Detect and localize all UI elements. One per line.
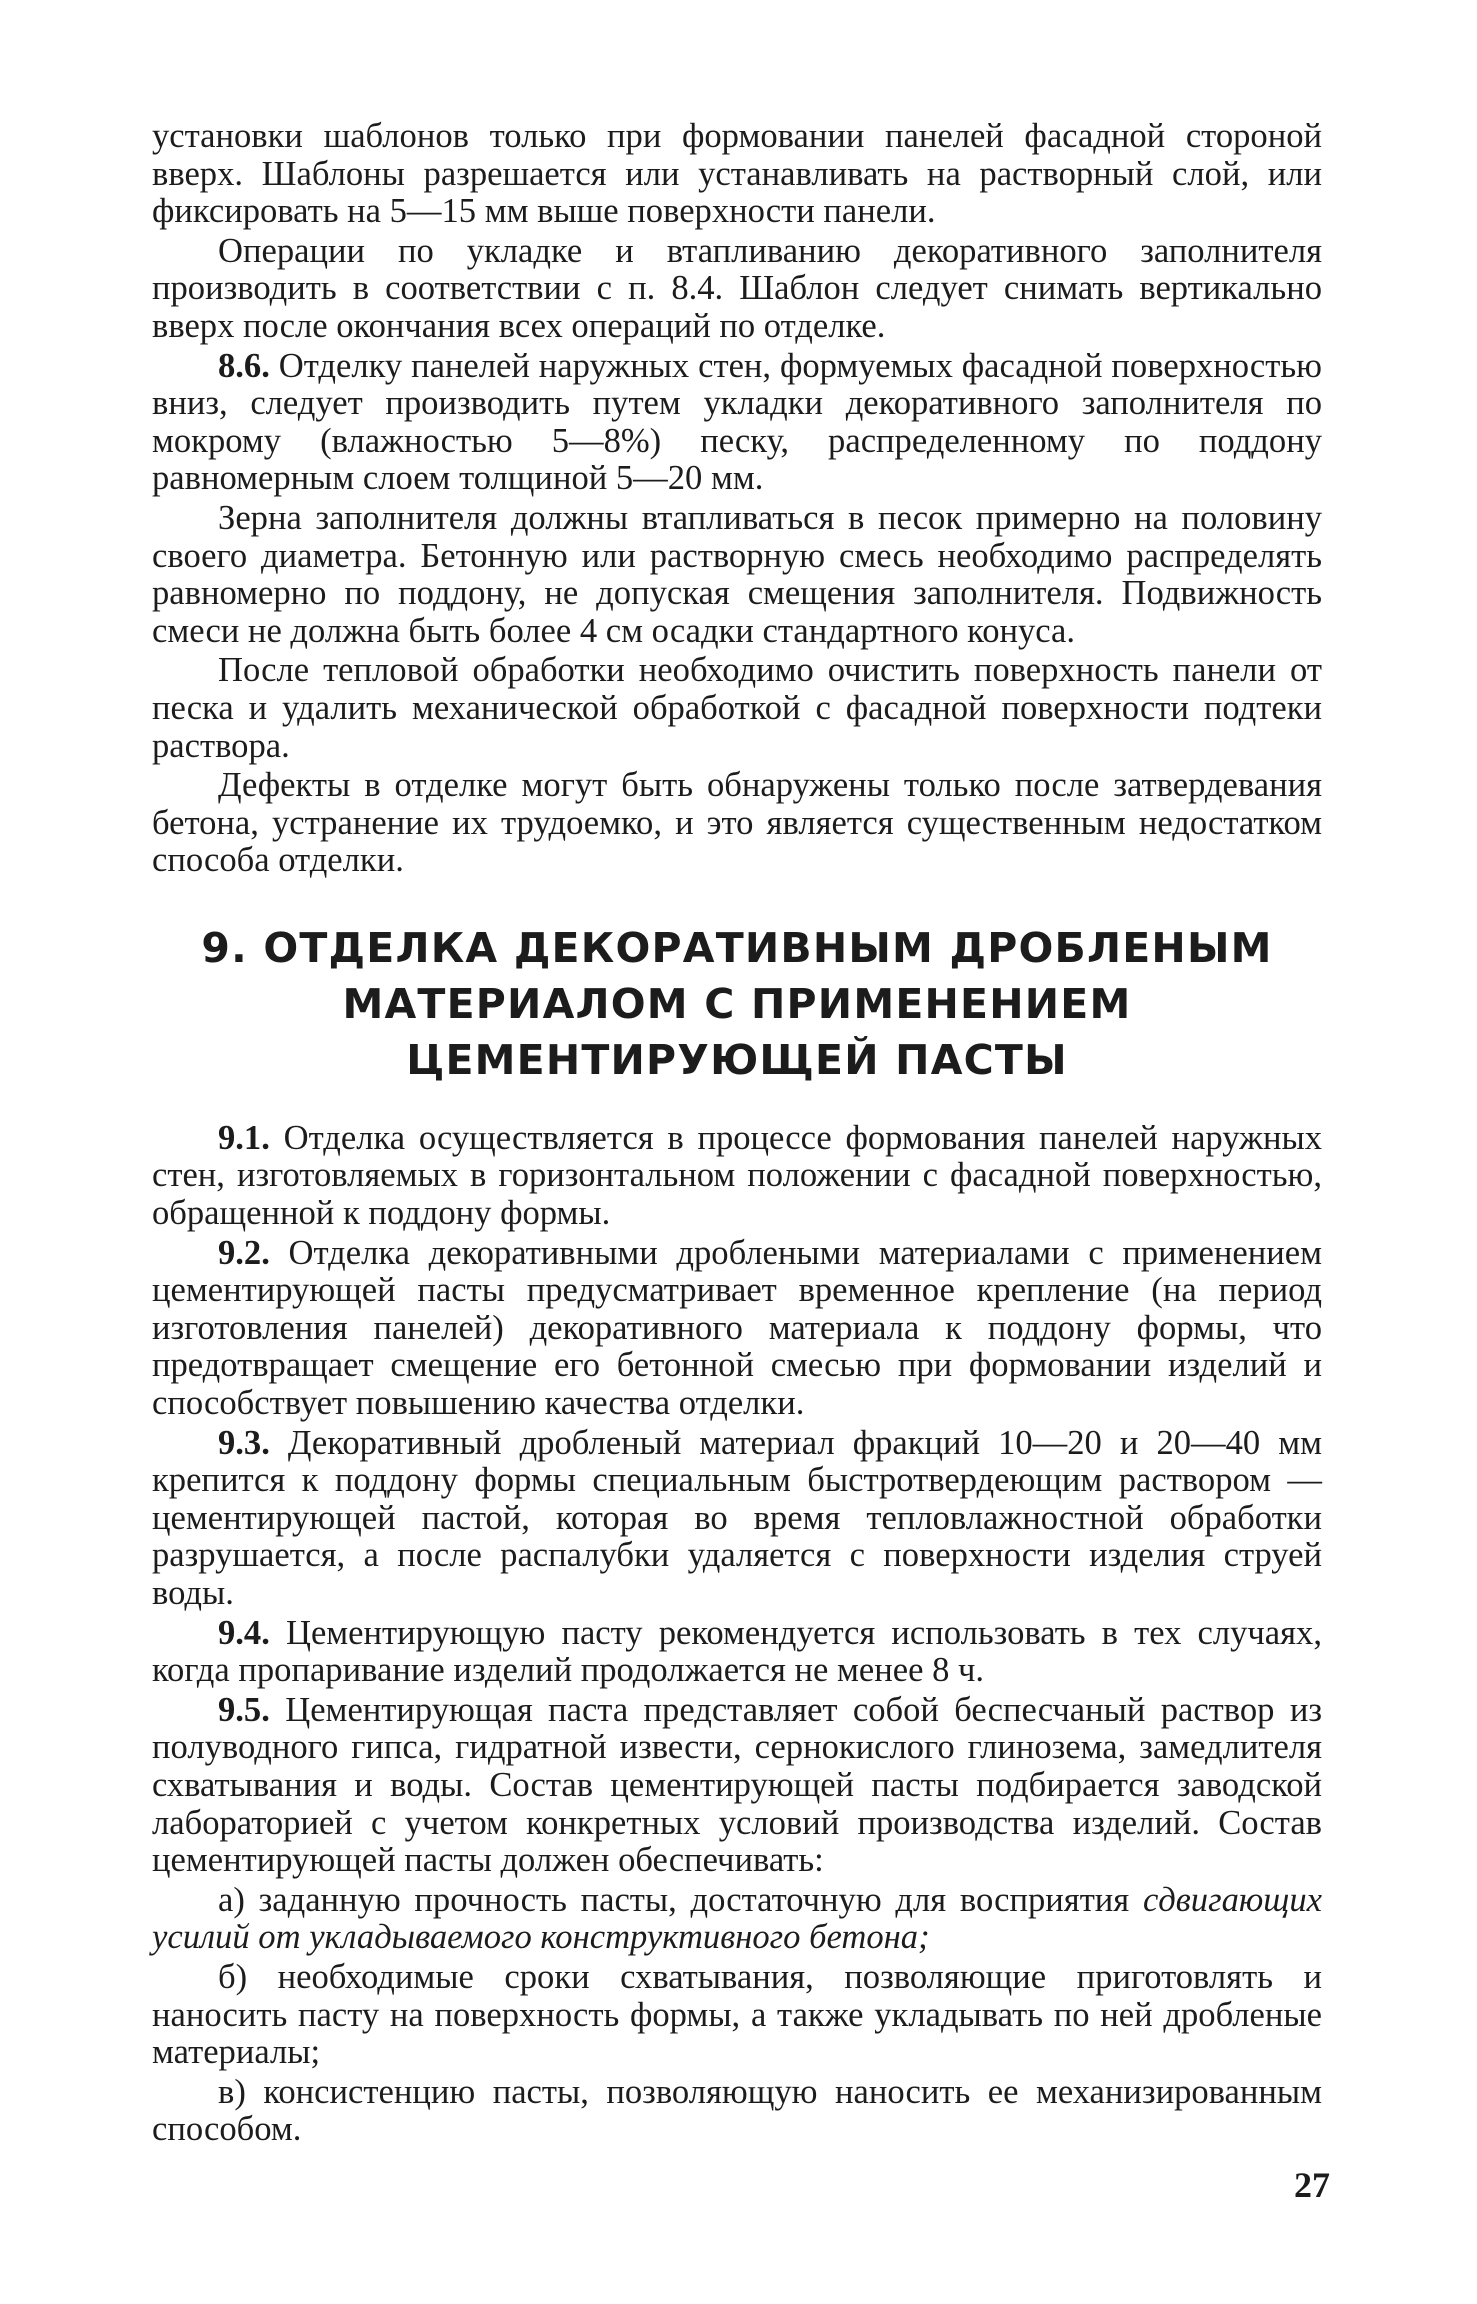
page-number: 27: [1294, 2165, 1330, 2205]
clause-number: 9.1.: [218, 1118, 270, 1157]
list-item-b: б) необходимые сроки схватывания, позволяющие приготовлять и наносить пасту на поверхность формы, а также укладывать по ней дробленые материалы;: [152, 1957, 1322, 2072]
paragraph-defects: Дефекты в отделке могут быть обнаружены только после затвердевания бетона, устранение их трудоемко, и это является существенным недостатком способа отделки.: [152, 766, 1322, 880]
heading-line: 9. ОТДЕЛКА ДЕКОРАТИВНЫМ ДРОБЛЕНЫМ: [201, 923, 1273, 972]
clause-text: Цементирующую пасту рекомендуется использовать в тех случаях, когда пропаривание изделий продолжается не менее 8 ч.: [152, 1613, 1322, 1690]
paragraph-aggregate-grains: Зерна заполнителя должны втапливаться в песок примерно на половину своего диаметра. Бетонную или растворную смесь необходимо распределять равномерно по поддону, не допуская смещения заполнителя. Подвижность смеси не должна быть более 4 см осадки стандартного конуса.: [152, 498, 1322, 650]
paragraph-continuation: установки шаблонов только при формовании панелей фасадной стороной вверх. Шаблоны разрешается или устанавливать на растворный слой, или фиксировать на 5—15 мм выше поверхности панели.: [152, 117, 1322, 231]
list-item-text: а) заданную прочность пасты, достаточную для восприятия: [218, 1880, 1143, 1919]
clause-number: 9.5.: [218, 1690, 270, 1729]
paragraph-after-heat-treatment: После тепловой обработки необходимо очистить поверхность панели от песка и удалить механической обработкой с фасадной поверхности подтеки раствора.: [152, 651, 1322, 765]
clause-text: Отделку панелей наружных стен, формуемых фасадной поверхностью вниз, следует производить путем укладки декоративного заполнителя по мокрому (влажностью 5—8%) песку, распределенному по поддону равномерным слоем толщиной 5—20 мм.: [152, 346, 1322, 498]
clause-number: 8.6.: [218, 346, 270, 385]
list-item-c: в) консистенцию пасты, позволяющую наносить ее механизированным способом.: [152, 2072, 1322, 2149]
clause-8-6: [152, 348, 1322, 498]
section-heading: [152, 920, 1322, 1088]
clause-text: Отделка декоративными дроблеными материалами с применением цементирующей пасты предусматривает временное крепление (на период изготовления панелей) декоративного материала к поддону формы, что предотвращает смещение его бетонной смесью при формовании изделий и способствует повышению качества отделки.: [152, 1233, 1322, 1423]
clause-9-5: [152, 1692, 1322, 1880]
clause-9-2: [152, 1235, 1322, 1423]
clause-number: 9.2.: [218, 1233, 270, 1272]
list-item-italic-text: сдвигающих усилий от укладываемого конструктивного бетона;: [152, 1880, 1322, 1957]
clause-number: 9.3.: [218, 1423, 270, 1462]
list-item-a: [152, 1882, 1322, 1957]
clause-number: 9.4.: [218, 1613, 270, 1652]
clause-text: Цементирующая паста представляет собой беспесчаный раствор из полуводного гипса, гидратной извести, сернокислого глинозема, замедлителя схватывания и воды. Состав цементирующей пасты подбирается заводской лабораторией с учетом конкретных условий производства изделий. Состав цементирующей пасты должен обеспечивать:: [152, 1690, 1322, 1880]
clause-9-3: [152, 1425, 1322, 1613]
clause-9-4: [152, 1615, 1322, 1690]
clause-9-1: [152, 1120, 1322, 1233]
heading-line: ЦЕМЕНТИРУЮЩЕЙ ПАСТЫ: [406, 1035, 1068, 1084]
clause-text: Декоративный дробленый материал фракций 10—20 и 20—40 мм крепится к поддону формы специальным быстротвердеющим раствором — цементирующей пастой, которая во время тепловлажностной обработки разрушается, а после распалубки удаляется с поверхности изделия струей воды.: [152, 1423, 1322, 1612]
paragraph-template-operations: Операции по укладке и втапливанию декоративного заполнителя производить в соответствии с п. 8.4. Шаблон следует снимать вертикально вверх после окончания всех операций по отделке.: [152, 231, 1322, 345]
heading-line: МАТЕРИАЛОМ С ПРИМЕНЕНИЕМ: [342, 979, 1132, 1028]
clause-text: Отделка осуществляется в процессе формования панелей наружных стен, изготовляемых в горизонтальном положении с фасадной поверхностью, обращенной к поддону формы.: [152, 1118, 1322, 1233]
document-page: [152, 118, 1322, 2151]
